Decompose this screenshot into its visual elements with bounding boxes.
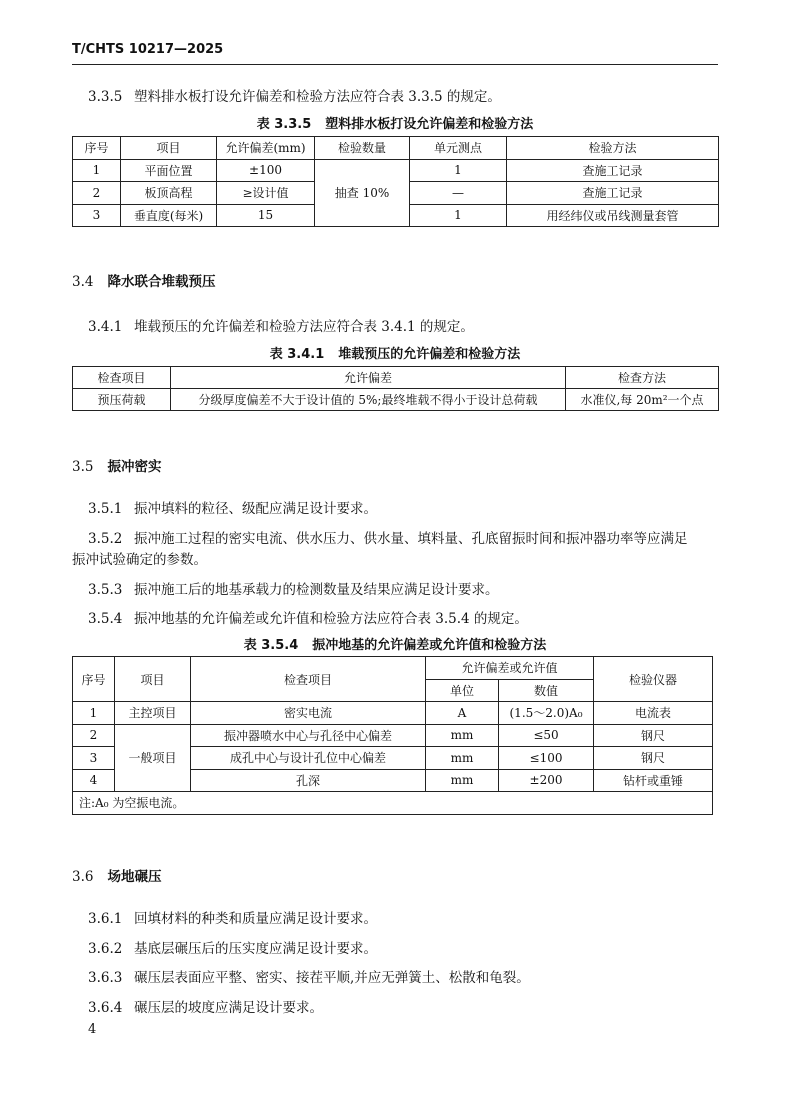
clause-number: 3.4.1 [88, 319, 123, 335]
clause-number: 3.5.1 [88, 501, 123, 517]
table-3-5-4-caption [72, 634, 718, 653]
clause-number: 3.6.3 [88, 970, 123, 986]
header-points: 单元测点 [410, 137, 507, 160]
table-3-3-5-caption [72, 113, 718, 132]
clause-3-3-5 [88, 85, 501, 105]
cell-check-item: 孔深 [191, 769, 426, 792]
cell-item: 平面位置 [121, 159, 217, 182]
cell-item: 板顶高程 [121, 182, 217, 205]
clause-number: 3.5.3 [88, 582, 123, 598]
cell-check-method: 水准仪,每 20m²一个点 [566, 389, 719, 411]
cell-item: 垂直度(每米) [121, 204, 217, 227]
cell-value: ±200 [499, 769, 594, 792]
clause-number: 3.3.5 [88, 89, 123, 105]
clause-text: 基底层碾压后的压实度应满足设计要求。 [134, 941, 377, 957]
cell-instrument: 电流表 [594, 702, 713, 725]
header-check-item: 检查项目 [191, 657, 426, 702]
header-quantity: 检验数量 [315, 137, 410, 160]
cell-method: 用经纬仪或吊线测量套管 [507, 204, 719, 227]
cell-check-item: 密实电流 [191, 702, 426, 725]
table-row [73, 724, 713, 747]
clause-number: 3.5.4 [88, 611, 123, 627]
header-seq: 序号 [73, 657, 115, 702]
cell-seq: 2 [73, 182, 121, 205]
cell-instrument: 钻杆或重锤 [594, 769, 713, 792]
clause-3-5-4 [88, 607, 528, 627]
clause-text-line2: 振冲试验确定的参数。 [72, 552, 207, 568]
clause-text: 振冲填料的粒径、级配应满足设计要求。 [134, 501, 377, 517]
caption-number: 表 3.3.5 [256, 117, 312, 132]
cell-check-item: 振冲器喷水中心与孔径中心偏差 [191, 724, 426, 747]
cell-quantity-merged: 抽查 10% [315, 159, 410, 227]
cell-seq: 1 [73, 159, 121, 182]
clause-text: 碾压层表面应平整、密实、接茬平顺,并应无弹簧土、松散和龟裂。 [134, 970, 530, 986]
cell-unit: mm [426, 724, 499, 747]
caption-number: 表 3.4.1 [269, 347, 325, 362]
cell-seq: 1 [73, 702, 115, 725]
document-code: T/CHTS 10217—2025 [72, 42, 224, 57]
cell-tolerance: 分级厚度偏差不大于设计值的 5%;最终堆载不得小于设计总荷载 [171, 389, 566, 411]
header-method: 检验方法 [507, 137, 719, 160]
cell-method: 查施工记录 [507, 159, 719, 182]
clause-number: 3.6.2 [88, 941, 123, 957]
cell-seq: 3 [73, 747, 115, 770]
table-note-row [73, 792, 713, 815]
cell-instrument: 钢尺 [594, 747, 713, 770]
table-row [73, 389, 719, 411]
section-number: 3.5 [72, 459, 94, 475]
clause-number: 3.5.2 [88, 531, 123, 547]
cell-instrument: 钢尺 [594, 724, 713, 747]
section-number: 3.6 [72, 869, 94, 885]
clause-text-line1: 振冲施工过程的密实电流、供水压力、供水量、填料量、孔底留振时间和振冲器功率等应满足 [134, 531, 688, 547]
cell-value: ≤100 [499, 747, 594, 770]
caption-title: 堆载预压的允许偏差和检验方法 [338, 347, 521, 362]
cell-unit: mm [426, 769, 499, 792]
table-row [73, 159, 719, 182]
clause-number: 3.6.4 [88, 1000, 123, 1016]
section-3-6 [72, 865, 161, 885]
cell-value: ≤50 [499, 724, 594, 747]
table-row [73, 702, 713, 725]
clause-3-6-3 [88, 966, 530, 986]
header-unit: 单位 [426, 679, 499, 702]
clause-3-5-3 [88, 578, 499, 598]
cell-seq: 3 [73, 204, 121, 227]
cell-points: 1 [410, 159, 507, 182]
table-3-4-1-caption [72, 343, 718, 362]
clause-3-4-1 [88, 315, 474, 335]
cell-unit: A [426, 702, 499, 725]
header-check-method: 检查方法 [566, 367, 719, 389]
table-3-4-1 [72, 366, 719, 411]
caption-number: 表 3.5.4 [243, 638, 299, 653]
cell-category: 主控项目 [115, 702, 191, 725]
header-seq: 序号 [73, 137, 121, 160]
cell-tolerance: ±100 [217, 159, 315, 182]
header-item: 项目 [115, 657, 191, 702]
clause-text: 堆载预压的允许偏差和检验方法应符合表 3.4.1 的规定。 [134, 319, 474, 335]
table-header-row [73, 657, 713, 680]
section-number: 3.4 [72, 274, 94, 290]
header-instrument: 检验仪器 [594, 657, 713, 702]
header-value: 数值 [499, 679, 594, 702]
section-title: 场地碾压 [107, 869, 162, 885]
table-header-row [73, 137, 719, 160]
caption-title: 振冲地基的允许偏差或允许值和检验方法 [312, 638, 547, 653]
table-header-row [73, 367, 719, 389]
cell-tolerance: 15 [217, 204, 315, 227]
clause-3-6-2 [88, 937, 377, 957]
caption-title: 塑料排水板打设允许偏差和检验方法 [325, 117, 534, 132]
section-3-4 [72, 270, 215, 290]
cell-points: 1 [410, 204, 507, 227]
section-title: 振冲密实 [107, 459, 162, 475]
cell-unit: mm [426, 747, 499, 770]
section-3-5 [72, 455, 161, 475]
clause-3-6-1 [88, 907, 377, 927]
cell-seq: 2 [73, 724, 115, 747]
clause-3-5-1 [88, 497, 377, 517]
clause-text: 碾压层的坡度应满足设计要求。 [134, 1000, 323, 1016]
page-number: 4 [88, 1022, 97, 1037]
section-title: 降水联合堆载预压 [107, 274, 216, 290]
header-tolerance: 允许偏差或允许值 [426, 657, 594, 680]
header-check-item: 检查项目 [73, 367, 171, 389]
cell-value: (1.5～2.0)A₀ [499, 702, 594, 725]
table-3-3-5 [72, 136, 719, 227]
clause-3-5-2-continued [72, 548, 207, 568]
cell-method: 查施工记录 [507, 182, 719, 205]
table-3-5-4 [72, 656, 713, 815]
cell-seq: 4 [73, 769, 115, 792]
cell-check-item: 预压荷载 [73, 389, 171, 411]
clause-3-6-4 [88, 996, 323, 1016]
cell-check-item: 成孔中心与设计孔位中心偏差 [191, 747, 426, 770]
table-note: 注:A₀ 为空振电流。 [73, 792, 713, 815]
cell-category-merged: 一般项目 [115, 724, 191, 792]
header-tolerance: 允许偏差(mm) [217, 137, 315, 160]
clause-text: 振冲施工后的地基承载力的检测数量及结果应满足设计要求。 [134, 582, 499, 598]
clause-3-5-2 [88, 527, 688, 547]
header-tolerance: 允许偏差 [171, 367, 566, 389]
clause-text: 塑料排水板打设允许偏差和检验方法应符合表 3.3.5 的规定。 [134, 89, 501, 105]
cell-points: — [410, 182, 507, 205]
cell-tolerance: ≥设计值 [217, 182, 315, 205]
clause-text: 回填材料的种类和质量应满足设计要求。 [134, 911, 377, 927]
header-rule [72, 64, 718, 65]
clause-text: 振冲地基的允许偏差或允许值和检验方法应符合表 3.5.4 的规定。 [134, 611, 528, 627]
clause-number: 3.6.1 [88, 911, 123, 927]
header-item: 项目 [121, 137, 217, 160]
